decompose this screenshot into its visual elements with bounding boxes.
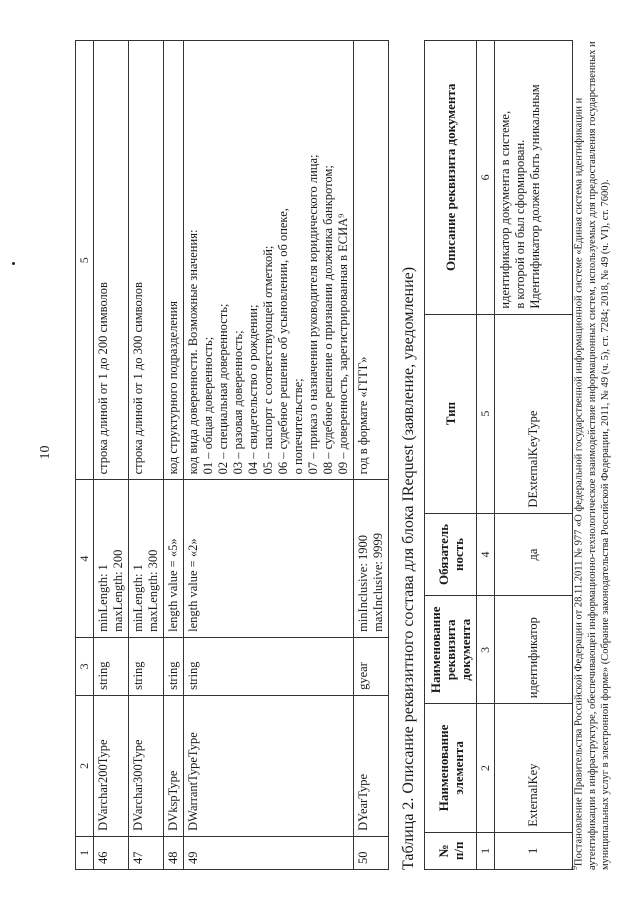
element-name: ExternalKey: [495, 704, 573, 832]
types-table: [75, 40, 389, 870]
description-line: 02 – специальная доверенность;: [216, 303, 230, 475]
restriction-line: minInclusive: 1900: [356, 535, 370, 632]
column-number-row: [76, 41, 94, 870]
description-line: идентификатор документа в системе,: [498, 110, 512, 309]
description-line: о попечительстве;: [291, 378, 305, 475]
scan-speck: [12, 262, 15, 265]
description-line: строка длиной от 1 до 300 символов: [131, 282, 145, 475]
description: [94, 41, 129, 480]
description-line: 06 – судебное решение об усыновлении, об опеке,: [276, 208, 290, 475]
description-line: 01 – общая доверенность;: [201, 336, 215, 475]
restrictions: [354, 480, 389, 638]
row-number: 49: [184, 836, 354, 869]
col-number: 5: [477, 314, 495, 513]
column-number-row: [477, 41, 495, 870]
col-number: 2: [477, 704, 495, 832]
restrictions: [94, 480, 129, 638]
type-name: DYearType: [354, 695, 389, 836]
description: [129, 41, 164, 480]
description: [184, 41, 354, 480]
description-line: строка длиной от 1 до 200 символов: [96, 282, 110, 475]
footnote: [568, 35, 612, 870]
footnote-text: Постановление Правительства Российской Федерации от 28.11.2011 № 977 «О федеральной государственной информационной системе «Единая система идентификации и аутентификации в инфраструктуре, обеспечивающей информационно-технологическое взаимодействие информационных систем, используемых для предоставления государственных и муниципальных услуг в электронной форме» (Собрание законодательства Российской Федерации, 2011, № 49 (ч. 5), ст. 7284; 2018, № 49 (ч. VI), ст. 7600).: [573, 41, 611, 870]
table-row: [354, 41, 389, 870]
restriction-line: length value = «5»: [166, 538, 180, 632]
base-type: string: [129, 637, 164, 695]
row-number: 50: [354, 836, 389, 869]
irequest-table: [424, 40, 573, 870]
header-number: № п/п: [425, 832, 477, 869]
table-row: [94, 41, 129, 870]
restrictions: [129, 480, 164, 638]
type-name: DVkspType: [164, 695, 184, 836]
header-row: [425, 41, 477, 870]
page-number: 10: [38, 445, 53, 460]
table-row: [495, 41, 573, 870]
description-line: код вида доверенности. Возможные значения:: [186, 229, 200, 475]
description-line: Идентификатор должен быть уникальным: [528, 84, 542, 309]
table-row: [164, 41, 184, 870]
type-name: DWarrantTypeType: [184, 695, 354, 836]
requisite-name: идентификатор: [495, 596, 573, 704]
description-line: в которой он был сформирован.: [513, 139, 527, 309]
col-number: 2: [76, 695, 94, 836]
header-requisite-name: Наименование реквизита документа: [425, 596, 477, 704]
row-number: 1: [495, 832, 573, 869]
description-line: 03 – разовая доверенность;: [231, 330, 245, 475]
base-type: gyear: [354, 637, 389, 695]
col-number: 1: [477, 832, 495, 869]
header-element-name: Наименование элемента: [425, 704, 477, 832]
description-line: код структурного подразделения: [166, 300, 180, 475]
row-number: 47: [129, 836, 164, 869]
col-number: 5: [76, 41, 94, 480]
restriction-line: maxInclusive: 9999: [371, 532, 385, 632]
col-number: 3: [76, 637, 94, 695]
base-type: string: [94, 637, 129, 695]
type-name: DVarchar200Type: [94, 695, 129, 836]
description: [354, 41, 389, 480]
description-line: год в формате «ГГГГ»: [356, 356, 370, 475]
header-required: Обязатель ность: [425, 513, 477, 596]
table-row: [184, 41, 354, 870]
description: [495, 41, 573, 315]
restrictions: [184, 480, 354, 638]
restriction-line: maxLength: 300: [146, 549, 160, 632]
description-line: 09 – доверенность, зарегистрированная в ЕСИА⁹: [336, 213, 350, 475]
row-number: 46: [94, 836, 129, 869]
base-type: string: [184, 637, 354, 695]
col-number: 4: [76, 480, 94, 638]
col-number: 4: [477, 513, 495, 596]
header-type: Тип: [425, 314, 477, 513]
restriction-line: minLength: 1: [96, 564, 110, 632]
description-line: 04 – свидетельство о рождении;: [246, 304, 260, 475]
type-name: DExternalKeyType: [495, 314, 573, 513]
header-description: Описание реквизита документа: [425, 41, 477, 315]
description-line: 05 – паспорт с соответствующей отметкой;: [261, 245, 275, 475]
description-line: 08 – судебное решение о признании должника банкротом;: [321, 165, 335, 475]
restriction-line: length value = «2»: [186, 538, 200, 632]
table2-caption: Таблица 2. Описание реквизитного состава для блока IRequest (заявление, уведомление): [400, 266, 417, 870]
row-number: 48: [164, 836, 184, 869]
description-line: 07 – приказ о назначении руководителя юридического лица;: [306, 154, 320, 475]
col-number: 1: [76, 836, 94, 869]
type-name: DVarchar300Type: [129, 695, 164, 836]
required-flag: да: [495, 513, 573, 596]
footnote-mark: 9: [570, 866, 579, 870]
restrictions: [164, 480, 184, 638]
base-type: string: [164, 637, 184, 695]
restriction-line: maxLength: 200: [111, 549, 125, 632]
table-row: [129, 41, 164, 870]
col-number: 6: [477, 41, 495, 315]
description: [164, 41, 184, 480]
col-number: 3: [477, 596, 495, 704]
restriction-line: minLength: 1: [131, 564, 145, 632]
